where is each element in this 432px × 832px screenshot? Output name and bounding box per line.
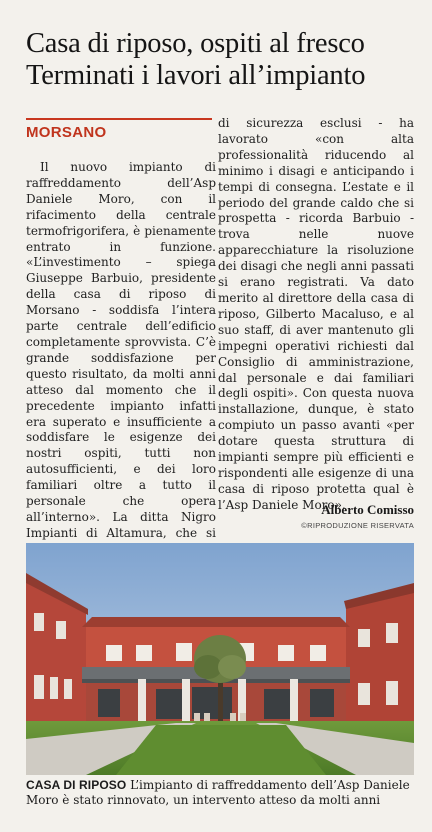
kicker-location: MORSANO xyxy=(26,124,107,141)
caption-label: CASA DI RIPOSO xyxy=(26,778,127,792)
body-text-right: di sicurezza esclusi - ha lavorato «con alta professionalità riducendo al minimo i disagi e anticipando i tempi di consegna. L’estate e il periodo del grande caldo che si prospetta - ricorda Barbuio - trova nelle nuove apparecchiature la risoluzione dei disagi che negli anni passati si erano registrati. Va dato merito al direttore della casa di riposo, Gilberto Macaluso, e al suo staff, di aver mantenuto gli impegni operativi richiesti dal Consiglio di amministrazione, dal personale e dai familiari degli ospiti». Con questa nuova installazione, dunque, è stato compiuto un passo avanti «per dotare questa struttura di impianti sempre più efficienti e rispondenti alle esigenze di una casa di riposo protetta qual è l’Asp Daniele Moro». xyxy=(218,116,414,512)
byline: Alberto Comisso xyxy=(321,502,414,517)
photo-caption xyxy=(26,778,418,808)
headline xyxy=(26,28,418,92)
headline-line-1: Casa di riposo, ospiti al fresco xyxy=(26,28,365,59)
headline-line-2: Terminati i lavori all’impianto xyxy=(26,60,366,91)
kicker-rule xyxy=(26,118,212,120)
copyright-notice: ©RIPRODUZIONE RISERVATA xyxy=(301,521,414,530)
building-photo-illustration xyxy=(26,543,414,775)
caption-text: L’impianto di raffreddamento dell’Asp Daniele Moro è stato rinnovato, un intervento atteso da molti anni xyxy=(26,778,410,807)
article-photo xyxy=(26,543,414,775)
body-column-right xyxy=(218,116,414,514)
body-text-left: Il nuovo impianto di raffreddamento dell’Asp Daniele Moro, con il rifacimento della centrale termofrigorifera, è pienamente entrato in funzione. «L’investimento – spiega Giuseppe Barbuio, presidente della casa di riposo di Morsano - soddisfa l’intera parte centrale dell’edificio completamente sprovvista. C’è grande soddisfazione per questo risultato, da molti anni atteso dal momento che il precedente impianto infatti era superato e insufficiente a soddisfare le esigenze dei nostri ospiti, tutti non autosufficienti, e dei loro familiari oltre a tutto il personale che opera all’interno». La ditta Nigro Impianti di Altamura, che si xyxy=(26,160,216,540)
body-column-left xyxy=(26,160,216,589)
